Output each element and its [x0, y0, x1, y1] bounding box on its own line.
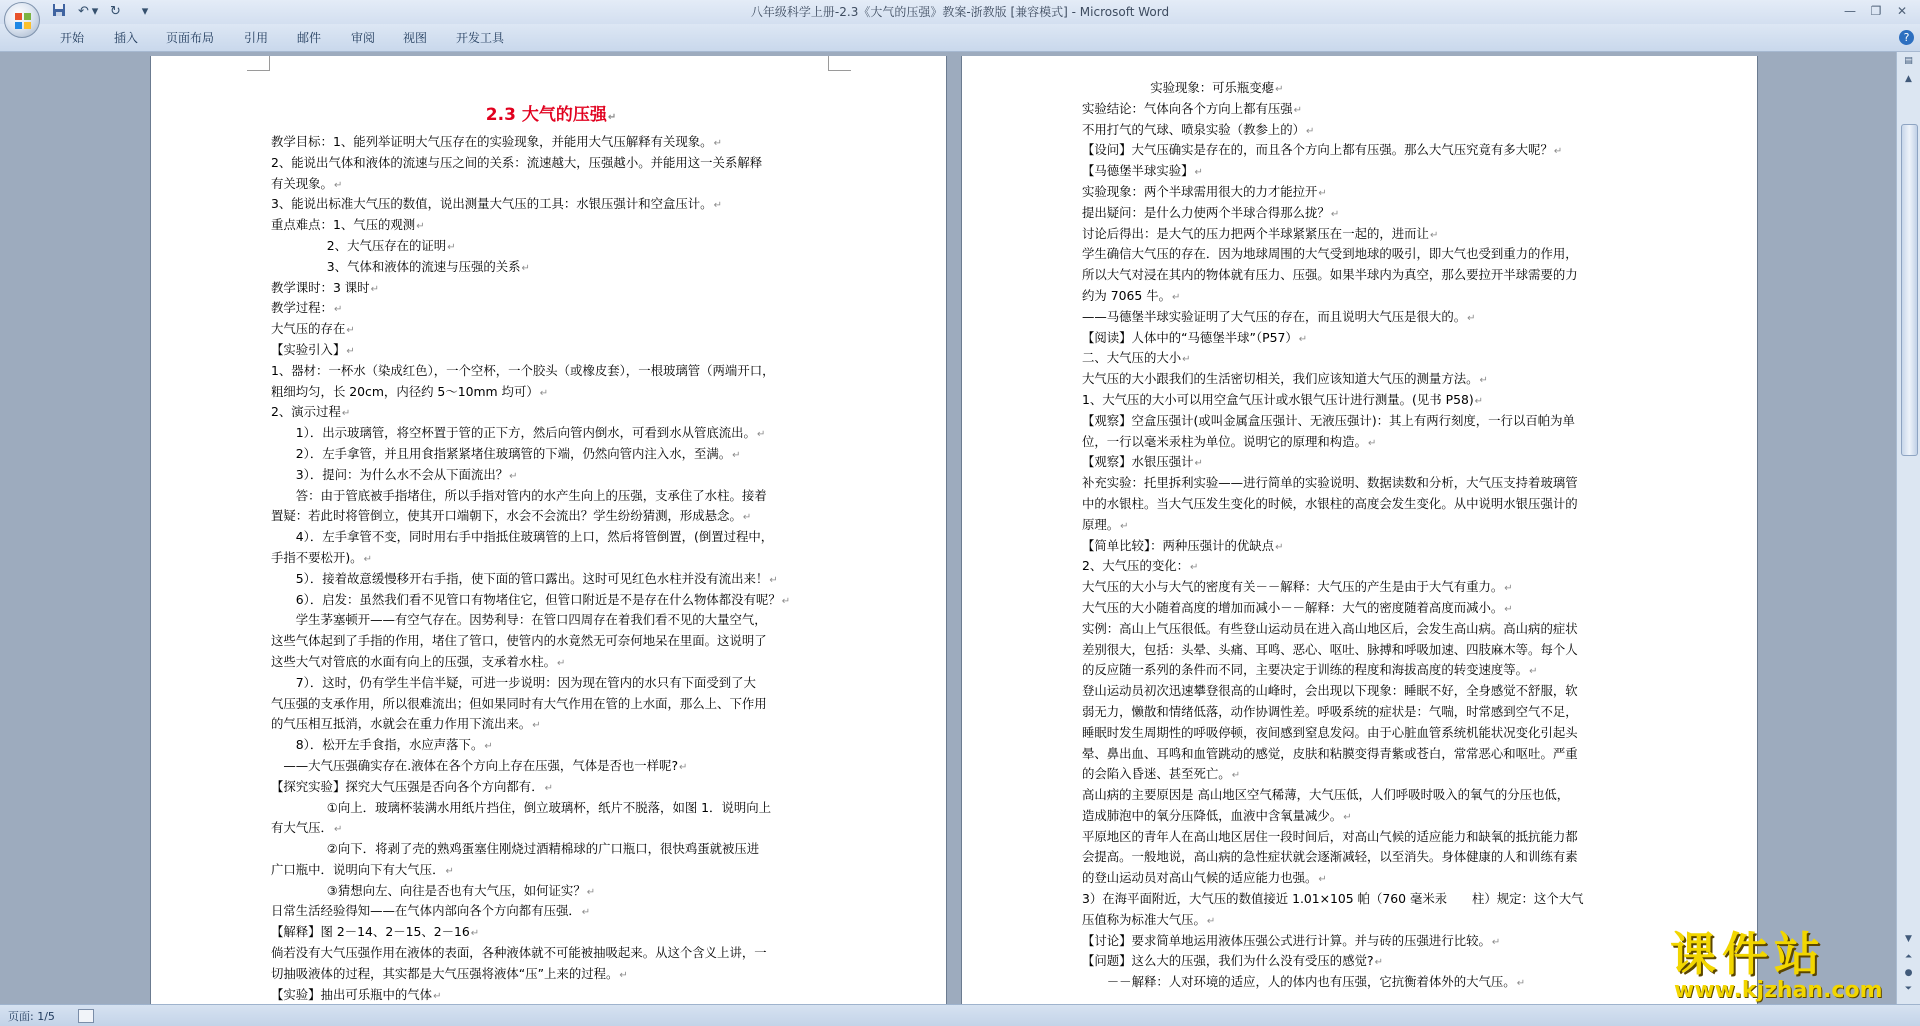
paragraph-line — [271, 465, 831, 486]
paragraph-mark-icon: ↵ — [781, 595, 791, 607]
paragraph-line — [1082, 723, 1642, 744]
paragraph-line — [271, 569, 831, 590]
paragraph-mark-icon: ↵ — [341, 408, 351, 420]
paragraph-line — [271, 756, 831, 777]
paragraph-line — [1082, 744, 1642, 765]
office-logo-icon — [14, 12, 32, 30]
line-text: 原理。 — [1082, 516, 1120, 532]
paragraph-line — [1082, 910, 1642, 931]
paragraph-mark-icon: ↵ — [1330, 208, 1340, 220]
paragraph-line — [1082, 931, 1642, 952]
paragraph-mark-icon: ↵ — [756, 429, 766, 441]
line-text: 3）．提问：为什么水不会从下面流出？ — [295, 466, 509, 482]
previous-page-icon[interactable]: ⏶ — [1904, 952, 1913, 962]
line-text: ②向下．将剥了壳的熟鸡蛋塞住刚烧过酒精棉球的广口瓶口，很快鸡蛋就被压进 — [326, 841, 760, 857]
paragraph-line — [1082, 78, 1642, 99]
margin-mark — [828, 56, 851, 71]
page-1-text — [271, 98, 831, 1004]
paragraph-line — [271, 798, 831, 819]
paragraph-mark-icon: ↵ — [581, 907, 591, 919]
paragraph-line — [271, 943, 831, 964]
paragraph-line — [1082, 348, 1642, 369]
paragraph-line — [271, 215, 831, 236]
paragraph-mark-icon: ↵ — [1516, 978, 1526, 990]
line-text: 二、大气压的大小 — [1082, 350, 1182, 366]
paragraph-line — [1082, 764, 1642, 785]
line-text: 1、大气压的大小可以用空盒气压计或水银气压计进行测量。(见书 P58) — [1082, 391, 1474, 407]
line-text: 3、能说出标准大气压的数值，说出测量大气压的工具：水银压强计和空盒压计。 — [271, 196, 713, 212]
paragraph-mark-icon: ↵ — [1318, 874, 1327, 886]
paragraph-mark-icon: ↵ — [713, 138, 722, 149]
line-text: 广口瓶中．说明向下有大气压． — [271, 861, 445, 877]
paragraph-line — [1082, 577, 1642, 598]
paragraph-line — [1082, 203, 1642, 224]
paragraph-line — [271, 257, 831, 278]
paragraph-line — [271, 714, 831, 735]
line-text: 压值称为标准大气压。 — [1082, 911, 1206, 927]
paragraph-mark-icon: ↵ — [447, 241, 456, 253]
window-title: 八年级科学上册-2.3《大气的压强》教案-浙教版 [兼容模式] - Microsoft Word — [750, 5, 1170, 19]
paragraph-mark-icon: ↵ — [346, 345, 355, 357]
line-text: 的气压相互抵消，水就会在重力作用下流出来。 — [271, 716, 532, 732]
line-text: 5）．接着故意缓慢移开右手指，使下面的管口露出。这时可见红色水柱并没有流出来！ — [295, 570, 769, 586]
paragraph-line — [1082, 390, 1642, 411]
paragraph-line — [1082, 411, 1642, 432]
paragraph-mark-icon: ↵ — [1367, 437, 1377, 449]
paragraph-line — [1082, 619, 1642, 640]
document-title — [271, 98, 831, 132]
line-text: 【实验引入】 — [271, 341, 346, 357]
paragraph-mark-icon: ↵ — [370, 283, 379, 295]
line-text: 约为 7065 牛。 — [1082, 287, 1171, 303]
line-text: ③猜想向左、向往是否也有大气压，如何证实？ — [326, 882, 586, 898]
paragraph-line — [1082, 972, 1642, 993]
help-icon[interactable]: ? — [1899, 30, 1914, 45]
paragraph-mark-icon: ↵ — [619, 969, 628, 981]
line-text: 【探究实验】探究大气压强是否向各个方向都有． — [271, 778, 544, 794]
paragraph-line — [1082, 244, 1642, 265]
paragraph-line — [1082, 99, 1642, 120]
paragraph-line — [1082, 473, 1642, 494]
next-page-icon[interactable]: ⏷ — [1904, 984, 1913, 994]
status-bar — [0, 1004, 1920, 1026]
document-page-2[interactable] — [962, 56, 1757, 1004]
paragraph-line — [271, 901, 831, 922]
paragraph-line — [271, 548, 831, 569]
title-bar — [0, 0, 1920, 24]
paragraph-mark-icon: ↵ — [544, 782, 553, 794]
paragraph-line — [271, 278, 831, 299]
line-text: 1）．出示玻璃管，将空杯置于管的正下方，然后向管内倒水，可看到水从管底流出。 — [295, 425, 756, 441]
line-text: 教学课时：3 课时 — [271, 279, 370, 295]
margin-mark — [247, 56, 270, 71]
paragraph-line — [271, 860, 831, 881]
paragraph-mark-icon: ↵ — [1206, 915, 1216, 927]
paragraph-mark-icon: ↵ — [1504, 583, 1513, 595]
paragraph-mark-icon: ↵ — [1318, 187, 1327, 199]
line-text: 高山病的主要原因是 高山地区空气稀薄，大气压低，人们呼吸时吸入的氧气的分压也低， — [1082, 787, 1570, 803]
line-text: 2、大气压存在的证明 — [326, 237, 447, 253]
line-text: 2、演示过程 — [271, 404, 341, 420]
paragraph-line — [1082, 515, 1642, 536]
paragraph-line — [271, 361, 831, 382]
line-text: 不用打气的气球、喷泉实验（教参上的） — [1082, 121, 1306, 137]
line-text: 【讨论】要求简单地运用液体压强公式进行计算。并与砖的压强进行比较。 — [1082, 932, 1491, 948]
paragraph-line — [1082, 494, 1642, 515]
tab-page-layout[interactable]: 页面布局 — [166, 31, 215, 45]
paragraph-line — [1082, 868, 1642, 889]
minimize-icon[interactable]: — — [1844, 4, 1856, 18]
scroll-thumb[interactable] — [1901, 124, 1918, 456]
paragraph-line — [271, 735, 831, 756]
line-text: 大气压的存在 — [271, 321, 346, 337]
paragraph-mark-icon: ↵ — [509, 470, 518, 482]
office-button[interactable] — [4, 2, 40, 38]
paragraph-mark-icon: ↵ — [532, 720, 541, 732]
paragraph-line — [271, 694, 831, 715]
paragraph-mark-icon: ↵ — [1190, 562, 1199, 574]
paragraph-line — [271, 964, 831, 985]
line-text: 6）．启发：虽然我们看不见管口有物堵住它，但管口附近是不是存在什么物体都没有呢？ — [295, 591, 781, 607]
paragraph-mark-icon: ↵ — [445, 865, 454, 877]
paragraph-line — [1082, 265, 1642, 286]
paragraph-line — [1082, 182, 1642, 203]
line-text: 这些气体起到了手指的作用，堵住了管口，使管内的水竟然无可奈何地呆在里面。这说明了 — [271, 633, 767, 649]
paragraph-mark-icon: ↵ — [333, 824, 343, 836]
line-text: ——马德堡半球实验证明了大气压的存在，而且说明大气压是很大的。 — [1082, 308, 1467, 324]
line-text: ——大气压强确实存在.液体在各个方向上存在压强，气体是否也一样呢? — [283, 757, 679, 773]
customize-toolbar-icon[interactable]: ▾ — [141, 4, 149, 19]
paragraph-mark-icon: ↵ — [333, 179, 343, 191]
paragraph-line — [1082, 432, 1642, 453]
line-text: 【阅读】人体中的“马德堡半球”（P57） — [1082, 329, 1298, 345]
paragraph-mark-icon: ↵ — [586, 886, 596, 898]
tab-review[interactable]: 审阅 — [351, 31, 376, 45]
redo-icon[interactable]: ↻ — [110, 4, 121, 19]
line-text: 的会陷入昏迷、甚至死亡。 — [1082, 766, 1231, 782]
line-text: 2、能说出气体和液体的流速与压之间的关系：流速越大，压强越小。并能用这一关系解释 — [271, 154, 763, 170]
paragraph-line — [1082, 286, 1642, 307]
scroll-up-icon[interactable]: ▲ — [1905, 74, 1912, 84]
line-text: 大气压的大小随着高度的增加而减小－－解释：大气的密度随着高度而减小。 — [1082, 599, 1504, 615]
paragraph-line — [271, 174, 831, 195]
tab-view[interactable]: 视图 — [403, 31, 428, 45]
line-text: 教学过程： — [271, 300, 333, 316]
paragraph-line — [271, 506, 831, 527]
paragraph-mark-icon: ↵ — [1479, 375, 1488, 387]
line-text: 手指不要松开)。 — [271, 549, 363, 565]
tab-developer[interactable]: 开发工具 — [456, 31, 505, 45]
line-text: 弱无力，懒散和情绪低落，动作协调性差。呼吸系统的症状是：气喘，时常感到空气不足， — [1082, 703, 1578, 719]
line-text: 有大气压． — [271, 820, 333, 836]
line-text: 提出疑问：是什么力使两个半球合得那么拢？ — [1082, 204, 1330, 220]
paragraph-line — [271, 881, 831, 902]
paragraph-mark-icon: ↵ — [1194, 167, 1203, 179]
proofing-icon[interactable] — [78, 1009, 94, 1023]
watermark-url: www.kjzhan.com — [1674, 978, 1883, 1003]
paragraph-mark-icon: ↵ — [1293, 104, 1303, 116]
paragraph-line — [1082, 681, 1642, 702]
paragraph-mark-icon: ↵ — [416, 221, 425, 233]
line-text: 【问题】这么大的压强，我们为什么没有受压的感觉? — [1082, 953, 1374, 969]
paragraph-line — [271, 298, 831, 319]
line-text: 置疑：若此时将管倒立，使其开口端朝下，水会不会流出？学生纷纷猜测，形成悬念。 — [271, 508, 742, 524]
paragraph-line — [271, 590, 831, 611]
line-text: 平原地区的青年人在高山地区居住一段时间后，对高山气候的适应能力和缺氧的抵抗能力都 — [1082, 828, 1578, 844]
line-text: 会提高。一般地说，高山病的急性症状就会逐渐减轻，以至消失。身体健康的人和训练有素 — [1082, 849, 1578, 865]
paragraph-line — [271, 610, 831, 631]
paragraph-line — [1082, 140, 1642, 161]
paragraph-mark-icon: ↵ — [1343, 811, 1352, 823]
paragraph-mark-icon: ↵ — [1275, 541, 1284, 553]
undo-dropdown-icon[interactable]: ▾ — [91, 4, 99, 19]
line-text: 切抽吸液体的过程，其实都是大气压强将液体“压”上来的过程。 — [271, 965, 619, 981]
paragraph-line — [1082, 951, 1642, 972]
line-text: 差别很大，包括：头晕、头痛、耳鸣、恶心、呕吐、脉搏和呼吸加速、四肢麻木等。每个人 — [1082, 641, 1578, 657]
watermark-title: 课件站 — [1670, 927, 1826, 981]
line-text: 答：由于管底被手指堵住，所以手指对管内的水产生向上的压强，支承住了水柱。接着 — [295, 487, 767, 503]
paragraph-line — [271, 423, 831, 444]
line-text: 2）．左手拿管，并且用食指紧紧堵住玻璃管的下端，仍然向管内注入水，至满。 — [295, 445, 732, 461]
document-area — [0, 52, 1896, 1004]
line-text: 位，一行以毫米汞柱为单位。说明它的原理和构造。 — [1082, 433, 1367, 449]
line-text: 教学目标：1、能列举证明大气压存在的实验现象，并能用大气压解释有关现象。 — [271, 134, 713, 149]
line-text: 的登山运动员对高山气候的适应能力也强。 — [1082, 870, 1318, 886]
ribbon-tabs — [0, 24, 1920, 52]
paragraph-line — [271, 486, 831, 507]
line-text: 【观察】空盒压强计(或叫金属盒压强计、无液压强计)：其上有两行刻度，一行以百帕为单 — [1082, 412, 1575, 428]
line-text: 气压强的支承作用，所以很难流出；但如果同时有大气作用在管的上水面，那么上、下作用 — [271, 695, 767, 711]
paragraph-mark-icon: ↵ — [1553, 146, 1563, 158]
paragraph-line — [1082, 785, 1642, 806]
paragraph-line — [271, 319, 831, 340]
line-text: 补充实验：托里拆利实验——进行简单的实验说明、数据读数和分析，大气压支持着玻璃管 — [1082, 475, 1578, 491]
line-text: 重点难点：1、气压的观测 — [271, 217, 416, 233]
paragraph-line — [1082, 827, 1642, 848]
document-page-1[interactable] — [151, 56, 946, 1004]
ruler-toggle-icon[interactable]: ▤ — [1904, 56, 1913, 66]
line-text: 【马德堡半球实验】 — [1082, 163, 1194, 179]
paragraph-mark-icon: ↵ — [1231, 770, 1241, 782]
line-text: 实验现象：可乐瓶变瘪 — [1150, 80, 1275, 95]
tab-mailings[interactable]: 邮件 — [297, 31, 322, 45]
paragraph-line — [1082, 702, 1642, 723]
paragraph-mark-icon: ↵ — [363, 553, 372, 565]
paragraph-line — [271, 340, 831, 361]
line-text: 实验现象：两个半球需用很大的力才能拉开 — [1082, 183, 1318, 199]
paragraph-line — [271, 527, 831, 548]
paragraph-line — [271, 153, 831, 174]
paragraph-mark-icon: ↵ — [484, 741, 493, 753]
paragraph-line — [1082, 847, 1642, 868]
paragraph-mark-icon: ↵ — [470, 928, 480, 940]
scroll-down-icon[interactable]: ▼ — [1905, 934, 1912, 944]
paragraph-line — [1082, 307, 1642, 328]
restore-icon[interactable]: ❐ — [1870, 4, 1882, 18]
tab-home[interactable]: 开始 — [60, 31, 85, 45]
paragraph-mark-icon: ↵ — [732, 449, 741, 461]
paragraph-mark-icon: ↵ — [769, 574, 778, 586]
paragraph-line — [1082, 452, 1642, 473]
line-text: 【实验】抽出可乐瓶中的气体 — [271, 986, 433, 1002]
paragraph-line — [271, 402, 831, 423]
line-text: 学生确信大气压的存在．因为地球周围的大气受到地球的吸引，即大气也受到重力的作用， — [1082, 246, 1578, 262]
paragraph-line — [271, 652, 831, 673]
line-text: 睡眠时发生周期性的呼吸停顿，夜间感到窒息发闷。由于心脏血管系统机能状况变化引起头 — [1082, 724, 1578, 740]
line-text: 【观察】水银压强计 — [1082, 454, 1194, 470]
paragraph-line — [1082, 536, 1642, 557]
paragraph-line — [1082, 556, 1642, 577]
paragraph-mark-icon: ↵ — [1467, 312, 1476, 324]
paragraph-line — [271, 839, 831, 860]
paragraph-line — [271, 777, 831, 798]
tab-insert[interactable]: 插入 — [114, 31, 139, 45]
page-2-text — [1082, 78, 1642, 993]
paragraph-line — [271, 236, 831, 257]
paragraph-mark-icon: ↵ — [1194, 458, 1203, 470]
paragraph-line — [271, 673, 831, 694]
line-text: 的反应随一系列的条件而不同，主要决定于训练的程度和海拔高度的转变速度等。 — [1082, 662, 1529, 678]
line-text: 大气压的大小与大气的密度有关－－解释：大气压的产生是由于大气有重力。 — [1082, 579, 1504, 595]
paragraph-mark-icon: ↵ — [1504, 603, 1513, 615]
line-text: 7）．这时，仍有学生半信半疑，可进一步说明：因为现在管内的水只有下面受到了大 — [295, 674, 756, 690]
paragraph-line — [1082, 224, 1642, 245]
paragraph-line — [1082, 889, 1642, 910]
line-text: 造成肺泡中的氧分压降低，血液中含氧量减少。 — [1082, 807, 1343, 823]
paragraph-mark-icon: ↵ — [1182, 354, 1191, 366]
paragraph-line — [1082, 806, 1642, 827]
paragraph-line — [271, 631, 831, 652]
paragraph-line — [271, 194, 831, 215]
line-text: 晕、鼻出血、耳鸣和血管跳动的感觉，皮肤和粘膜变得青紫或苍白，常常恶心和呕吐。严重 — [1082, 745, 1578, 761]
paragraph-mark-icon: ↵ — [713, 200, 722, 212]
paragraph-line — [1082, 369, 1642, 390]
line-text: 2.3 大气的压强 — [485, 105, 607, 125]
paragraph-mark-icon: ↵ — [1429, 229, 1439, 241]
paragraph-mark-icon: ↵ — [433, 990, 442, 1002]
paragraph-mark-icon: ↵ — [1491, 936, 1501, 948]
paragraph-line — [271, 382, 831, 403]
paragraph-line — [271, 132, 831, 153]
tab-references[interactable]: 引用 — [244, 31, 269, 45]
paragraph-mark-icon: ↵ — [521, 262, 530, 274]
paragraph-mark-icon: ↵ — [346, 325, 355, 337]
line-text: 登山运动员初次迅速攀登很高的山峰时，会出现以下现象：睡眠不好，全身感觉不舒服，软 — [1082, 683, 1578, 699]
line-text: 4）．左手拿管不变，同时用右手中指抵住玻璃管的上口，然后将管倒置，(倒置过程中， — [295, 529, 774, 545]
line-text: 大气压的大小跟我们的生活密切相关，我们应该知道大气压的测量方法。 — [1082, 371, 1479, 387]
line-text: 日常生活经验得知——在气体内部向各个方向都有压强． — [271, 903, 581, 919]
line-text: 有关现象。 — [271, 175, 333, 191]
line-text: 3、气体和液体的流速与压强的关系 — [326, 258, 521, 274]
line-text: ①向上．玻璃杯装满水用纸片挡住，倒立玻璃杯，纸片不脱落，如图 1．说明向上 — [326, 799, 772, 815]
paragraph-line — [1082, 161, 1642, 182]
paragraph-mark-icon: ↵ — [1529, 666, 1538, 678]
paragraph-mark-icon: ↵ — [1306, 125, 1315, 137]
line-text: 实验结论：气体向各个方向上都有压强 — [1082, 100, 1293, 116]
paragraph-line — [1082, 660, 1642, 681]
page-count[interactable]: 页面: 1/5 — [8, 1010, 55, 1023]
paragraph-line — [1082, 640, 1642, 661]
line-text: 倘若没有大气压强作用在液体的表面，各种液体就不可能被抽吸起来。从这个含义上讲，一 — [271, 945, 767, 961]
paragraph-mark-icon: ↵ — [333, 304, 343, 316]
line-text: 【设问】大气压确实是存在的，而且各个方向上都有压强。那么大气压究竟有多大呢？ — [1082, 142, 1553, 158]
paragraph-mark-icon: ↵ — [556, 657, 566, 669]
paragraph-mark-icon: ↵ — [1374, 957, 1383, 969]
line-text: 粗细均匀，长 20cm，内径约 5～10mm 均可） — [271, 383, 539, 399]
undo-icon[interactable]: ↶ — [78, 4, 89, 19]
select-browse-object-icon[interactable]: ● — [1904, 968, 1913, 978]
paragraph-line — [271, 444, 831, 465]
paragraph-mark-icon: ↵ — [1474, 395, 1484, 407]
line-text: 所以大气对浸在其内的物体就有压力、压强。如果半球内为真空，那么要拉开半球需要的力 — [1082, 267, 1578, 283]
paragraph-line — [271, 922, 831, 943]
line-text: 1、器材：一杯水（染成红色），一个空杯，一个胶头（或橡皮套），一根玻璃管（两端开口， — [271, 362, 775, 378]
paragraph-mark-icon: ↵ — [742, 512, 752, 524]
paragraph-line — [1082, 328, 1642, 349]
line-text: 这些大气对管底的水面有向上的压强，支承着水柱。 — [271, 653, 556, 669]
line-text: 【简单比较】：两种压强计的优缺点 — [1082, 537, 1275, 553]
paragraph-mark-icon: ↵ — [1120, 520, 1129, 532]
paragraph-mark-icon: ↵ — [1298, 333, 1308, 345]
watermark — [1670, 918, 1920, 1013]
paragraph-line — [271, 818, 831, 839]
paragraph-line — [271, 985, 831, 1004]
paragraph-mark-icon: ↵ — [539, 387, 549, 399]
vertical-scrollbar[interactable] — [1896, 52, 1920, 1004]
paragraph-mark-icon: ↵ — [607, 112, 617, 123]
line-text: 3）在海平面附近，大气压的数值接近 1.01×105 帕（760 毫米汞 柱）规定：这个大气 — [1082, 891, 1584, 907]
line-text: 【解释】图 2－14、2－15、2－16 — [271, 924, 470, 940]
line-text: －－解释：人对环境的适应，人的体内也有压强，它抗衡着体外的大气压。 — [1106, 974, 1516, 990]
paragraph-mark-icon: ↵ — [1275, 84, 1284, 95]
paragraph-mark-icon: ↵ — [679, 761, 688, 773]
paragraph-mark-icon: ↵ — [1171, 291, 1181, 303]
paragraph-line — [1082, 120, 1642, 141]
line-text: 实例：高山上气压很低。有些登山运动员在进入高山地区后，会发生高山病。高山病的症状 — [1082, 620, 1578, 636]
line-text: 8）．松开左手食指，水应声落下。 — [295, 737, 484, 753]
line-text: 2、大气压的变化： — [1082, 558, 1190, 574]
line-text: 学生茅塞顿开——有空气存在。因势利导：在管口四周存在着我们看不见的大量空气， — [295, 612, 767, 628]
line-text: 中的水银柱。当大气压发生变化的时候，水银柱的高度会发生变化。从中说明水银压强计的 — [1082, 495, 1578, 511]
close-icon[interactable]: ✕ — [1896, 4, 1908, 18]
paragraph-line — [1082, 598, 1642, 619]
line-text: 讨论后得出：是大气的压力把两个半球紧紧压在一起的，进而让 — [1082, 225, 1429, 241]
